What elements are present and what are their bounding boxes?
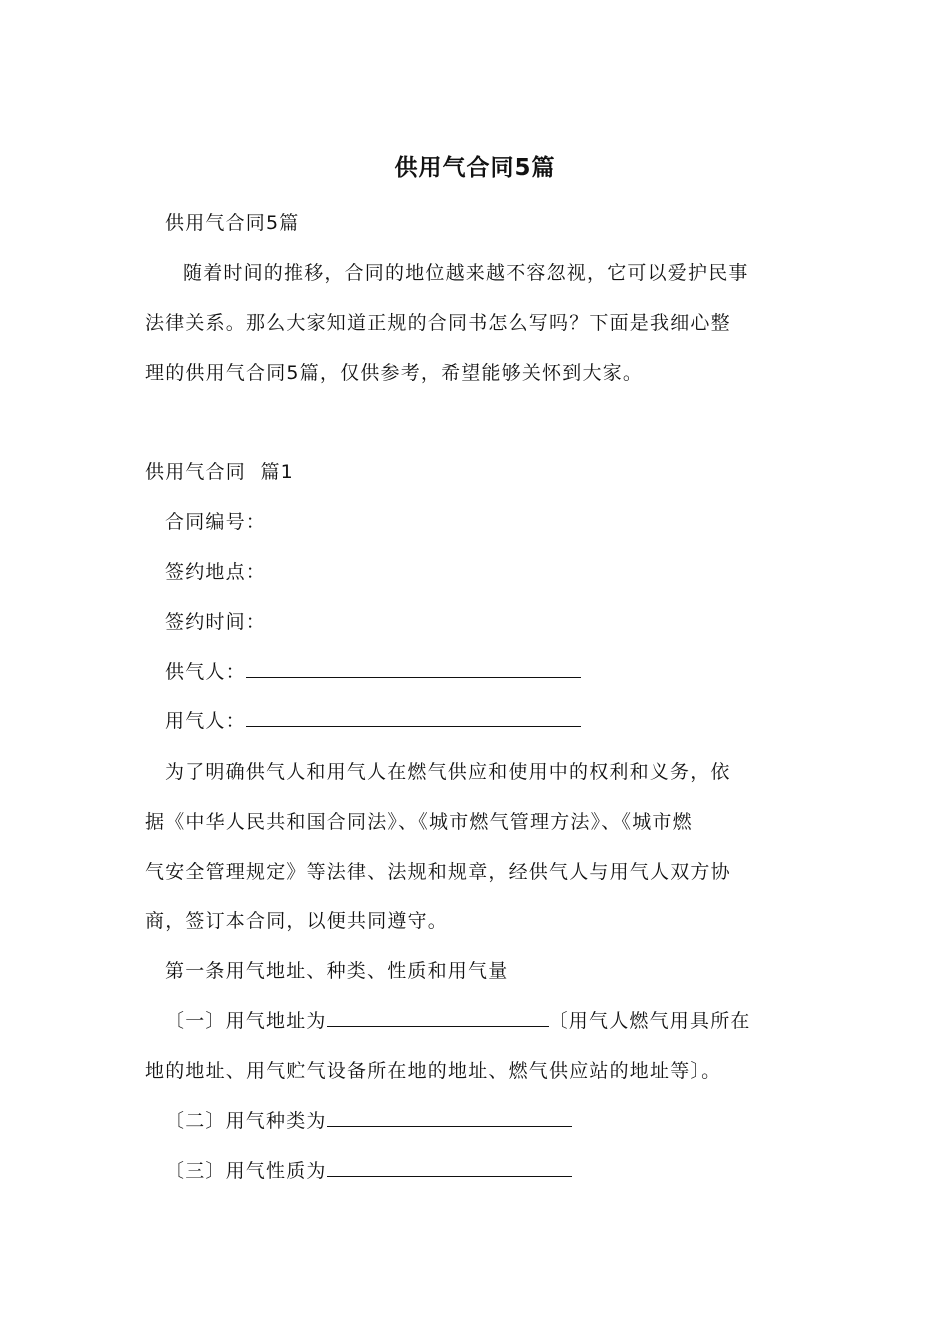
- supplier-label: 供气人：: [165, 661, 246, 683]
- preamble-line-2: 据《中华人民共和国合同法》、《城市燃气管理方法》、《城市燃: [145, 811, 693, 833]
- article1-item1-suffix: 〔用气人燃气用具所在: [548, 1010, 751, 1032]
- article1-item3-row: [165, 1156, 830, 1186]
- sign-place-label: 签约地点：: [165, 561, 267, 583]
- preamble-line-3: 气安全管理规定》等法律、法规和规章，经供气人与用气人双方协: [145, 861, 731, 883]
- article1-heading: 第一条用气地址、种类、性质和用气量: [165, 960, 509, 982]
- document-subtitle: 供用气合同5篇: [165, 212, 300, 234]
- intro-line-2: 法律关系。那么大家知道正规的合同书怎么写吗？下面是我细心整: [145, 312, 731, 334]
- article1-item1-continuation: 地的地址、用气贮气设备所在地的地址、燃气供应站的地址等〕。: [145, 1060, 722, 1082]
- article1-item3-label: 〔三〕用气性质为: [165, 1160, 327, 1182]
- supplier-blank: [246, 657, 581, 678]
- user-row: [165, 706, 830, 736]
- article1-item2-label: 〔二〕用气种类为: [165, 1110, 327, 1132]
- user-label: 用气人：: [165, 710, 246, 732]
- gas-type-blank: [327, 1106, 572, 1127]
- contract-number-label: 合同编号：: [165, 511, 267, 533]
- article1-item1-row: [165, 1006, 830, 1036]
- user-blank: [246, 706, 581, 727]
- article1-item2-row: [165, 1106, 830, 1136]
- document-title: 供用气合同5篇: [394, 155, 556, 181]
- gas-nature-blank: [327, 1156, 572, 1177]
- address-blank: [327, 1006, 549, 1027]
- preamble-line-4: 商，签订本合同，以便共同遵守。: [145, 910, 449, 932]
- supplier-row: [165, 657, 830, 687]
- section-heading: 供用气合同 篇1: [145, 461, 294, 483]
- preamble-line-1: 为了明确供气人和用气人在燃气供应和使用中的权利和义务，依: [165, 761, 731, 783]
- article1-item1-prefix: 〔一〕用气地址为: [165, 1010, 327, 1032]
- intro-line-1: 随着时间的推移，合同的地位越来越不容忽视，它可以爱护民事: [183, 262, 749, 284]
- intro-line-3: 理的供用气合同5篇，仅供参考，希望能够关怀到大家。: [145, 362, 644, 384]
- sign-time-label: 签约时间：: [165, 611, 267, 633]
